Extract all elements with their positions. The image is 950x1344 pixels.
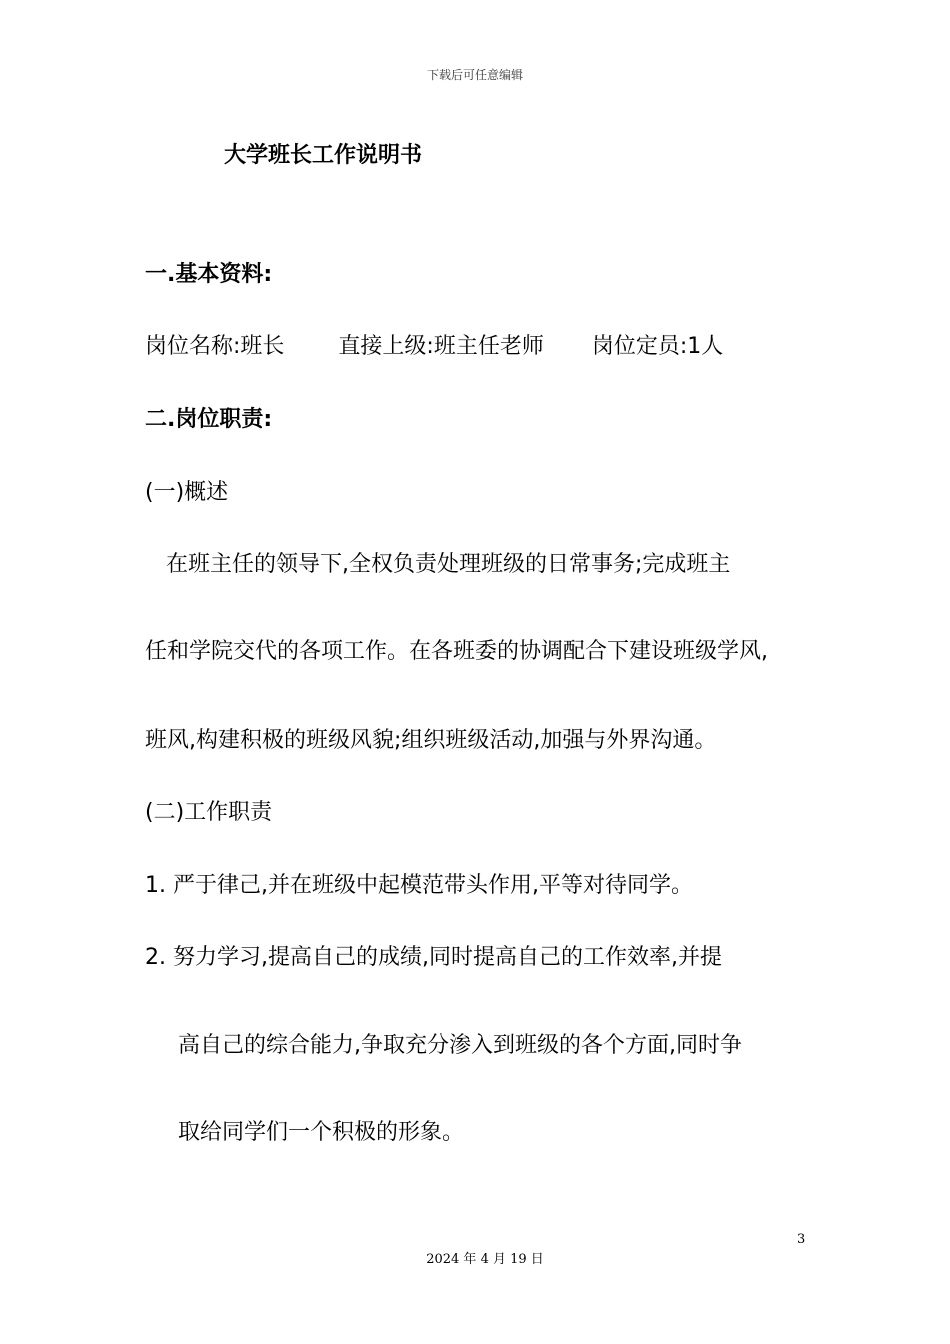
direct-superior-field: 直接上级:班主任老师 — [338, 334, 544, 359]
footer-date: 2024 年 4 月 19 日 — [426, 1252, 544, 1267]
overview-line: 班风,构建积极的班级风貌;组织班级活动,加强与外界沟通。 — [145, 728, 717, 753]
subheading-overview: (一)概述 — [145, 480, 229, 505]
document-title: 大学班长工作说明书 — [224, 143, 423, 168]
page-number: 3 — [797, 1232, 806, 1247]
basic-info-row — [145, 332, 723, 362]
duty-item-2-line: 2. 努力学习,提高自己的成绩,同时提高自己的工作效率,并提 — [145, 945, 722, 970]
overview-line: 在班主任的领导下,全权负责处理班级的日常事务;完成班主 — [166, 552, 731, 577]
page-header-note: 下载后可任意编辑 — [426, 68, 523, 82]
section-heading-basic-info: 一.基本资料: — [145, 262, 273, 287]
overview-line: 任和学院交代的各项工作。在各班委的协调配合下建设班级学风, — [145, 639, 768, 664]
duty-item-2-line: 取给同学们一个积极的形象。 — [178, 1120, 465, 1145]
subheading-work-duties: (二)工作职责 — [145, 800, 273, 825]
duty-item-2-line: 高自己的综合能力,争取充分渗入到班级的各个方面,同时争 — [178, 1033, 742, 1058]
position-name-field: 岗位名称:班长 — [145, 334, 285, 359]
section-heading-duties: 二.岗位职责: — [145, 407, 273, 432]
duty-item-1: 1. 严于律己,并在班级中起模范带头作用,平等对待同学。 — [145, 873, 693, 898]
staffing-field: 岗位定员:1人 — [591, 334, 724, 359]
